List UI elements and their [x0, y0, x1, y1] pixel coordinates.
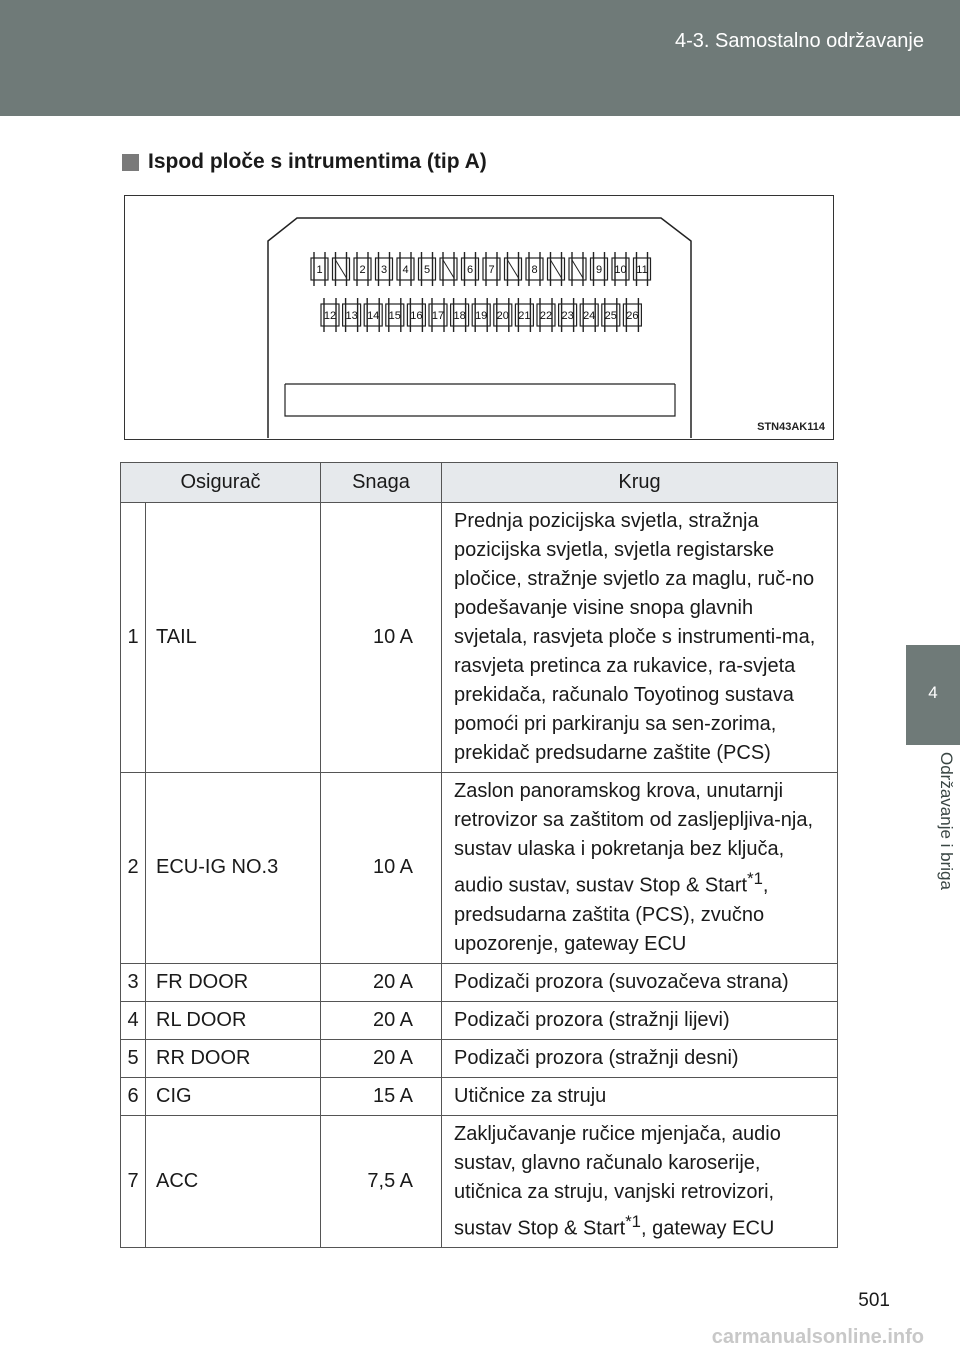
fuse-slot — [343, 298, 361, 332]
fuse-slot — [397, 252, 414, 286]
figure-code: STN43AK114 — [757, 421, 825, 433]
fuse-circuit: Podizači prozora (suvozačeva strana) — [442, 963, 838, 1001]
fuse-amperage: 10 A — [321, 773, 442, 964]
fuse-slot — [451, 298, 469, 332]
circuit-text: Zaključavanje ručice mjenjača, audio sustav, glavno računalo karoserije, utičnica za struju, vanjski retrovizori, sustav Stop & Start — [454, 1122, 781, 1240]
table-header-row — [121, 463, 838, 503]
fuse-slot-number: 15 — [388, 310, 401, 322]
fuse-circuit — [442, 773, 838, 964]
fuse-row-bottom — [321, 298, 641, 332]
fuse-number: 7 — [121, 1115, 146, 1248]
fuse-slot — [429, 298, 447, 332]
fuse-slot-number: 2 — [359, 264, 366, 276]
chapter-tab[interactable] — [906, 645, 960, 745]
fuse-amperage: 15 A — [321, 1077, 442, 1115]
fuse-slot-number: 20 — [496, 310, 509, 322]
header-fuse: Osigurač — [121, 463, 321, 503]
section-heading — [122, 150, 487, 174]
fuse-circuit: Podizači prozora (stražnji desni) — [442, 1039, 838, 1077]
fuse-slot — [354, 252, 371, 286]
fuse-amperage: 10 A — [321, 503, 442, 773]
table-row — [121, 1039, 838, 1077]
fuse-circuit — [442, 1115, 838, 1248]
fuse-box-figure — [124, 195, 834, 440]
fuse-number: 2 — [121, 773, 146, 964]
fuse-slot — [440, 252, 457, 286]
fuse-slot — [333, 252, 350, 286]
chapter-label: Održavanje i briga — [937, 752, 956, 890]
fuse-slot — [483, 252, 500, 286]
fuse-slot-number: 7 — [488, 264, 495, 276]
header-title: 4-3. Samostalno održavanje — [674, 30, 924, 52]
section-heading-text: Ispod ploče s intrumentima (tip A) — [148, 150, 487, 173]
fuse-box-lower-panel — [285, 384, 675, 416]
fuse-slot-number: 1 — [316, 264, 323, 276]
fuse-name: CIG — [146, 1077, 321, 1115]
fuse-slot — [376, 252, 393, 286]
fuse-slot — [591, 252, 608, 286]
table-row — [121, 773, 838, 964]
fuse-slot — [634, 252, 651, 286]
fuse-number: 1 — [121, 503, 146, 773]
fuse-slot-number: 14 — [367, 310, 380, 322]
page-number: 501 — [858, 1290, 890, 1311]
fuse-amperage: 20 A — [321, 1001, 442, 1039]
fuse-slot-number: 25 — [604, 310, 617, 322]
table-row — [121, 503, 838, 773]
fuse-name: RR DOOR — [146, 1039, 321, 1077]
footnote-mark: *1 — [747, 869, 763, 888]
fuse-slot-number: 3 — [380, 264, 388, 276]
fuse-slot-number: 8 — [531, 264, 538, 276]
fuse-slot — [602, 298, 620, 332]
square-bullet-icon — [122, 154, 139, 171]
fuse-slot — [419, 252, 436, 286]
fuse-slot — [407, 298, 425, 332]
header-circuit: Krug — [442, 463, 838, 503]
fuse-slot-number: 24 — [583, 310, 596, 322]
circuit-text: , gateway ECU — [640, 1217, 775, 1240]
header-bar — [0, 0, 960, 116]
fuse-row-top — [311, 252, 651, 286]
fuse-slot — [537, 298, 555, 332]
fuse-circuit: Prednja pozicijska svjetla, stražnja pozicijska svjetla, svjetla registarske pločice, stražnje svjetlo za maglu, ruč-no podešavanje visine snopa glavnih svjetala, rasvjeta ploče s instrumenti-ma, rasvjeta pretinca za rukavice, ra-svjeta prekidača, računalo Toyotinog sustava pomoći pri parkiranju sa sen-zorima, prekidač predsudarne zaštite (PCS) — [442, 503, 838, 773]
chapter-number: 4 — [928, 683, 938, 702]
fuse-slot-number: 22 — [539, 310, 553, 322]
fuse-slot — [505, 252, 522, 286]
fuse-slot-number: 21 — [518, 310, 531, 322]
fuse-number: 3 — [121, 963, 146, 1001]
fuse-amperage: 20 A — [321, 963, 442, 1001]
fuse-amperage: 7,5 A — [321, 1115, 442, 1248]
table-row — [121, 963, 838, 1001]
fuse-slot-number: 19 — [475, 310, 488, 322]
fuse-slot — [623, 298, 641, 332]
fuse-slot-number: 6 — [466, 264, 474, 276]
fuse-slot — [494, 298, 512, 332]
fuse-box-outline — [268, 218, 691, 438]
fuse-slot — [526, 252, 543, 286]
fuse-slot — [612, 252, 629, 286]
fuse-slot-number: 11 — [636, 264, 648, 276]
fuse-slot-number: 17 — [431, 310, 445, 322]
fuse-slot-number: 18 — [453, 310, 466, 322]
fuse-slot-number: 26 — [626, 310, 639, 322]
fuse-slot — [580, 298, 598, 332]
fuse-slot-number: 16 — [410, 310, 423, 322]
fuse-slot-number: 13 — [345, 310, 358, 322]
circuit-text: Zaslon panoramskog krova, unutarnji retrovizor sa zaštitom od zasljepljiva-nja, sustav ulaska i pokretanja bez ključa, audio sustav, sustav Stop & Start — [454, 780, 814, 897]
fuse-slot — [472, 298, 490, 332]
fuse-box-diagram — [125, 196, 833, 439]
fuse-slot — [311, 252, 328, 286]
fuse-slot — [462, 252, 479, 286]
fuse-amperage: 20 A — [321, 1039, 442, 1077]
fuse-name: FR DOOR — [146, 963, 321, 1001]
fuse-number: 5 — [121, 1039, 146, 1077]
watermark: carmanualsonline.info — [711, 1326, 924, 1348]
fuse-slot — [548, 252, 565, 286]
table-row — [121, 1115, 838, 1248]
fuse-slot-number: 4 — [402, 264, 409, 276]
fuse-name: ACC — [146, 1115, 321, 1248]
fuse-circuit: Utičnice za struju — [442, 1077, 838, 1115]
fuse-name: TAIL — [146, 503, 321, 773]
fuse-slot-number: 23 — [561, 310, 574, 322]
fuse-name: ECU-IG NO.3 — [146, 773, 321, 964]
fuse-slot-number: 9 — [595, 264, 603, 276]
fuse-table — [120, 462, 838, 1248]
fuse-number: 6 — [121, 1077, 146, 1115]
fuse-circuit: Podizači prozora (stražnji lijevi) — [442, 1001, 838, 1039]
fuse-name: RL DOOR — [146, 1001, 321, 1039]
footnote-mark: *1 — [625, 1211, 641, 1231]
fuse-slot-number: 12 — [323, 310, 337, 322]
table-row — [121, 1077, 838, 1115]
fuse-slot-number: 5 — [423, 264, 431, 276]
header-amperage: Snaga — [321, 463, 442, 503]
circuit-text: , predsudarna zaštita (PCS), zvučno upozorenje, gateway ECU — [454, 874, 769, 955]
fuse-slot — [386, 298, 404, 332]
fuse-slot-number: 10 — [614, 264, 627, 276]
fuse-slot — [559, 298, 577, 332]
fuse-slot — [569, 252, 586, 286]
table-row — [121, 1001, 838, 1039]
fuse-slot — [364, 298, 382, 332]
fuse-number: 4 — [121, 1001, 146, 1039]
fuse-slot — [515, 298, 533, 332]
fuse-slot — [321, 298, 339, 332]
